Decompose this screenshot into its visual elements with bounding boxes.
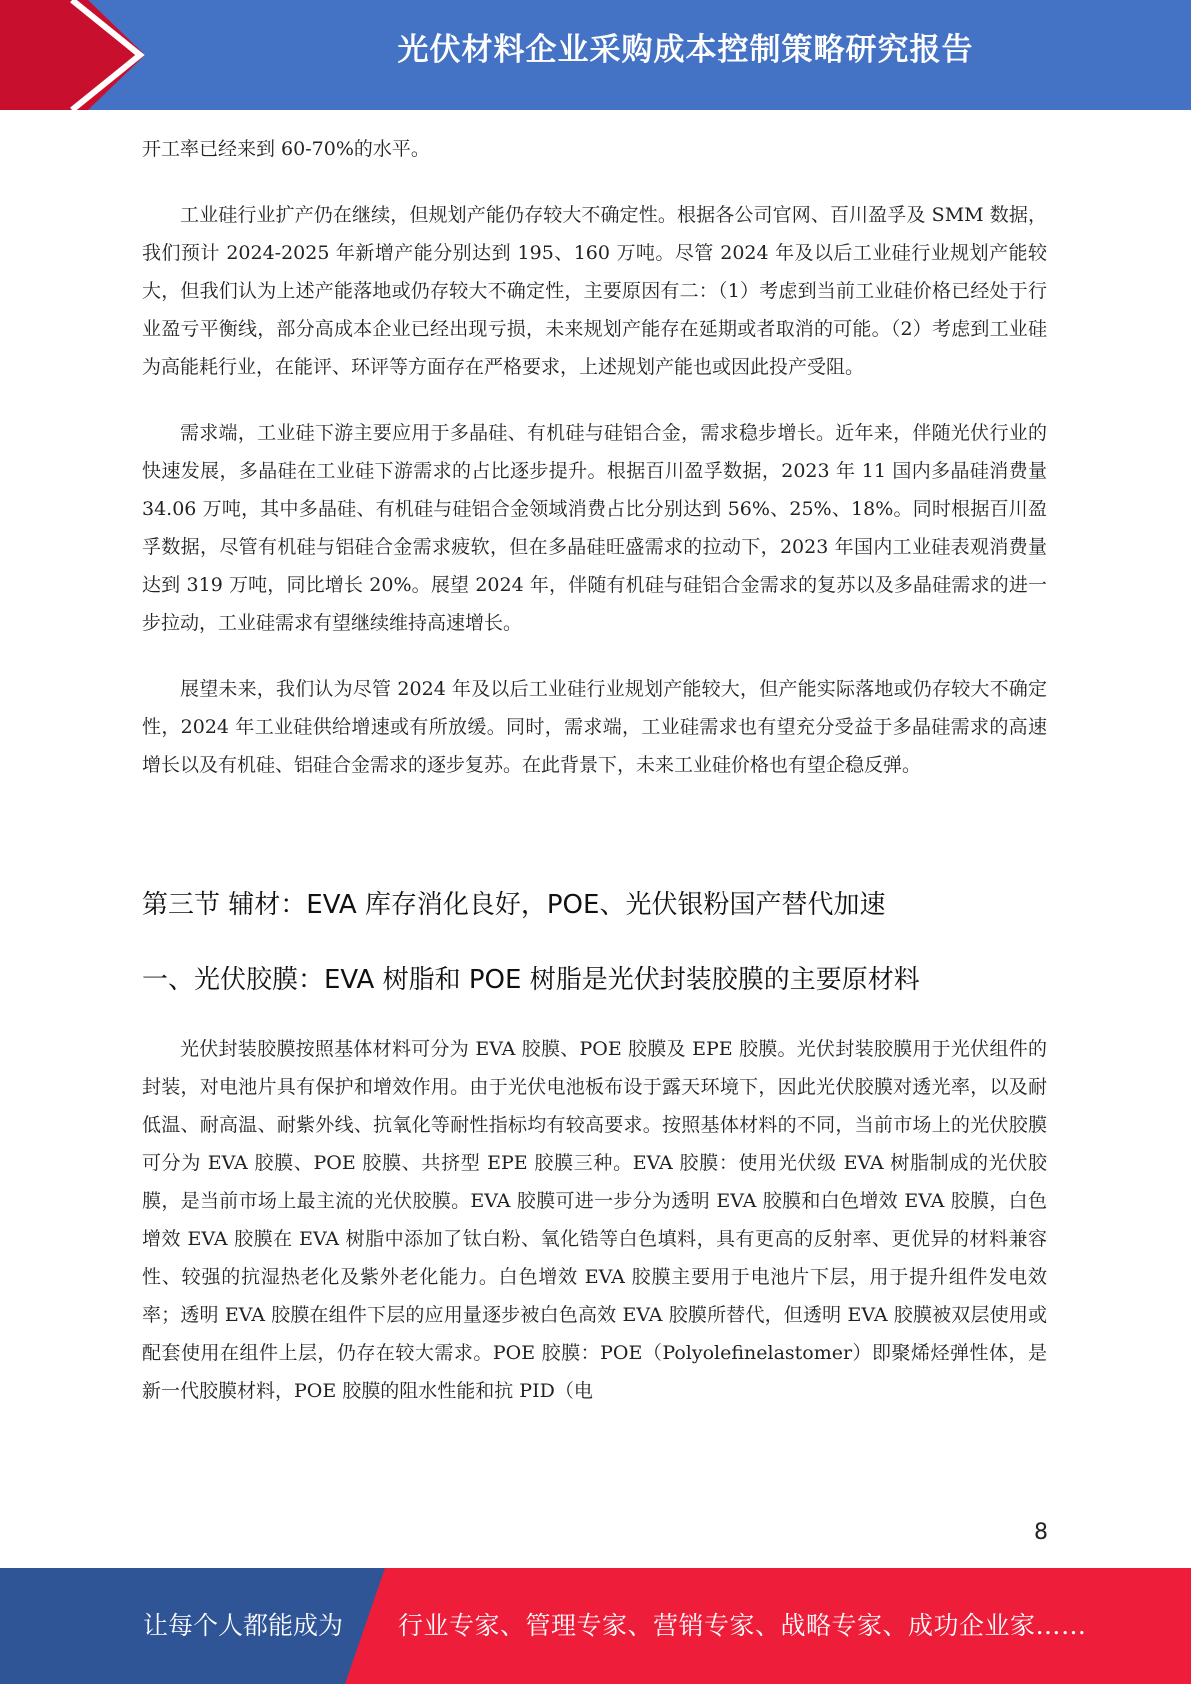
page-header: [0, 0, 1191, 110]
paragraph-demand: 需求端，工业硅下游主要应用于多晶硅、有机硅与硅铝合金，需求稳步增长。近年来，伴随光伏行业的快速发展，多晶硅在工业硅下游需求的占比逐步提升。根据百川盈孚数据，2023 年 11 国内多晶硅消费量 34.06 万吨，其中多晶硅、有机硅与硅铝合金领域消费占比分别达到 56%、25%、18%。同时根据百川盈孚数据，尽管有机硅与铝硅合金需求疲软，但在多晶硅旺盛需求的拉动下，2023 年国内工业硅表观消费量达到 319 万吨，同比增长 20%。展望 2024 年，伴随有机硅与硅铝合金需求的复苏以及多晶硅需求的进一步拉动，工业硅需求有望继续维持高速增长。: [142, 422, 1047, 634]
page-content: [142, 130, 1047, 1438]
paragraph-outlook: 展望未来，我们认为尽管 2024 年及以后工业硅行业规划产能较大，但产能实际落地或仍存较大不确定性，2024 年工业硅供给增速或有所放缓。同时，需求端，工业硅需求也有望充分受益于多晶硅需求的高速增长以及有机硅、铝硅合金需求的逐步复苏。在此背景下，未来工业硅价格也有望企稳反弹。: [142, 678, 1047, 776]
footer-slogan-left: 让每个人都能成为: [143, 1611, 344, 1640]
paragraph-film: 光伏封装胶膜按照基体材料可分为 EVA 胶膜、POE 胶膜及 EPE 胶膜。光伏封装胶膜用于光伏组件的封装，对电池片具有保护和增效作用。由于光伏电池板布设于露天环境下，因此光伏胶膜对透光率，以及耐低温、耐高温、耐紫外线、抗氧化等耐性指标均有较高要求。按照基体材料的不同，当前市场上的光伏胶膜可分为 EVA 胶膜、POE 胶膜、共挤型 EPE 胶膜三种。EVA 胶膜：使用光伏级 EVA 树脂制成的光伏胶膜，是当前市场上最主流的光伏胶膜。EVA 胶膜可进一步分为透明 EVA 胶膜和白色增效 EVA 胶膜，白色增效 EVA 胶膜在 EVA 树脂中添加了钛白粉、氧化锆等白色填料，具有更高的反射率、更优异的材料兼容性、较强的抗湿热老化及紫外老化能力。白色增效 EVA 胶膜主要用于电池片下层，用于提升组件发电效率；透明 EVA 胶膜在组件下层的应用量逐步被白色高效 EVA 胶膜所替代，但透明 EVA 胶膜被双层使用或配套使用在组件上层，仍存在较大需求。POE 胶膜：POE（Polyolefinelastomer）即聚烯烃弹性体，是新一代胶膜材料，POE 胶膜的阻水性能和抗 PID（电: [142, 1038, 1047, 1402]
header-chevron-decoration: [0, 0, 150, 110]
paragraph-continuation: 开工率已经来到 60-70%的水平。: [142, 138, 430, 160]
footer-slogan-right: 行业专家、管理专家、营销专家、战略专家、成功企业家……: [398, 1611, 1087, 1640]
report-title: 光伏材料企业采购成本控制策略研究报告: [397, 32, 974, 68]
page-footer: [0, 1568, 1191, 1684]
paragraph-capacity: 工业硅行业扩产仍在继续，但规划产能仍存较大不确定性。根据各公司官网、百川盈孚及 SMM 数据，我们预计 2024-2025 年新增产能分别达到 195、160 万吨。尽管 2024 年及以后工业硅行业规划产能较大，但我们认为上述产能落地或仍存较大不确定性，主要原因有二：（1）考虑到当前工业硅价格已经处于行业盈亏平衡线，部分高成本企业已经出现亏损，未来规划产能存在延期或者取消的可能。（2）考虑到工业硅为高能耗行业，在能评、环评等方面存在严格要求，上述规划产能也或因此投产受阻。: [142, 204, 1047, 378]
page-number: 8: [1034, 1520, 1048, 1545]
subsection-heading: 一、光伏胶膜：EVA 树脂和 POE 树脂是光伏封装胶膜的主要原材料: [142, 965, 920, 995]
section-heading: 第三节 辅材：EVA 库存消化良好，POE、光伏银粉国产替代加速: [142, 890, 886, 920]
